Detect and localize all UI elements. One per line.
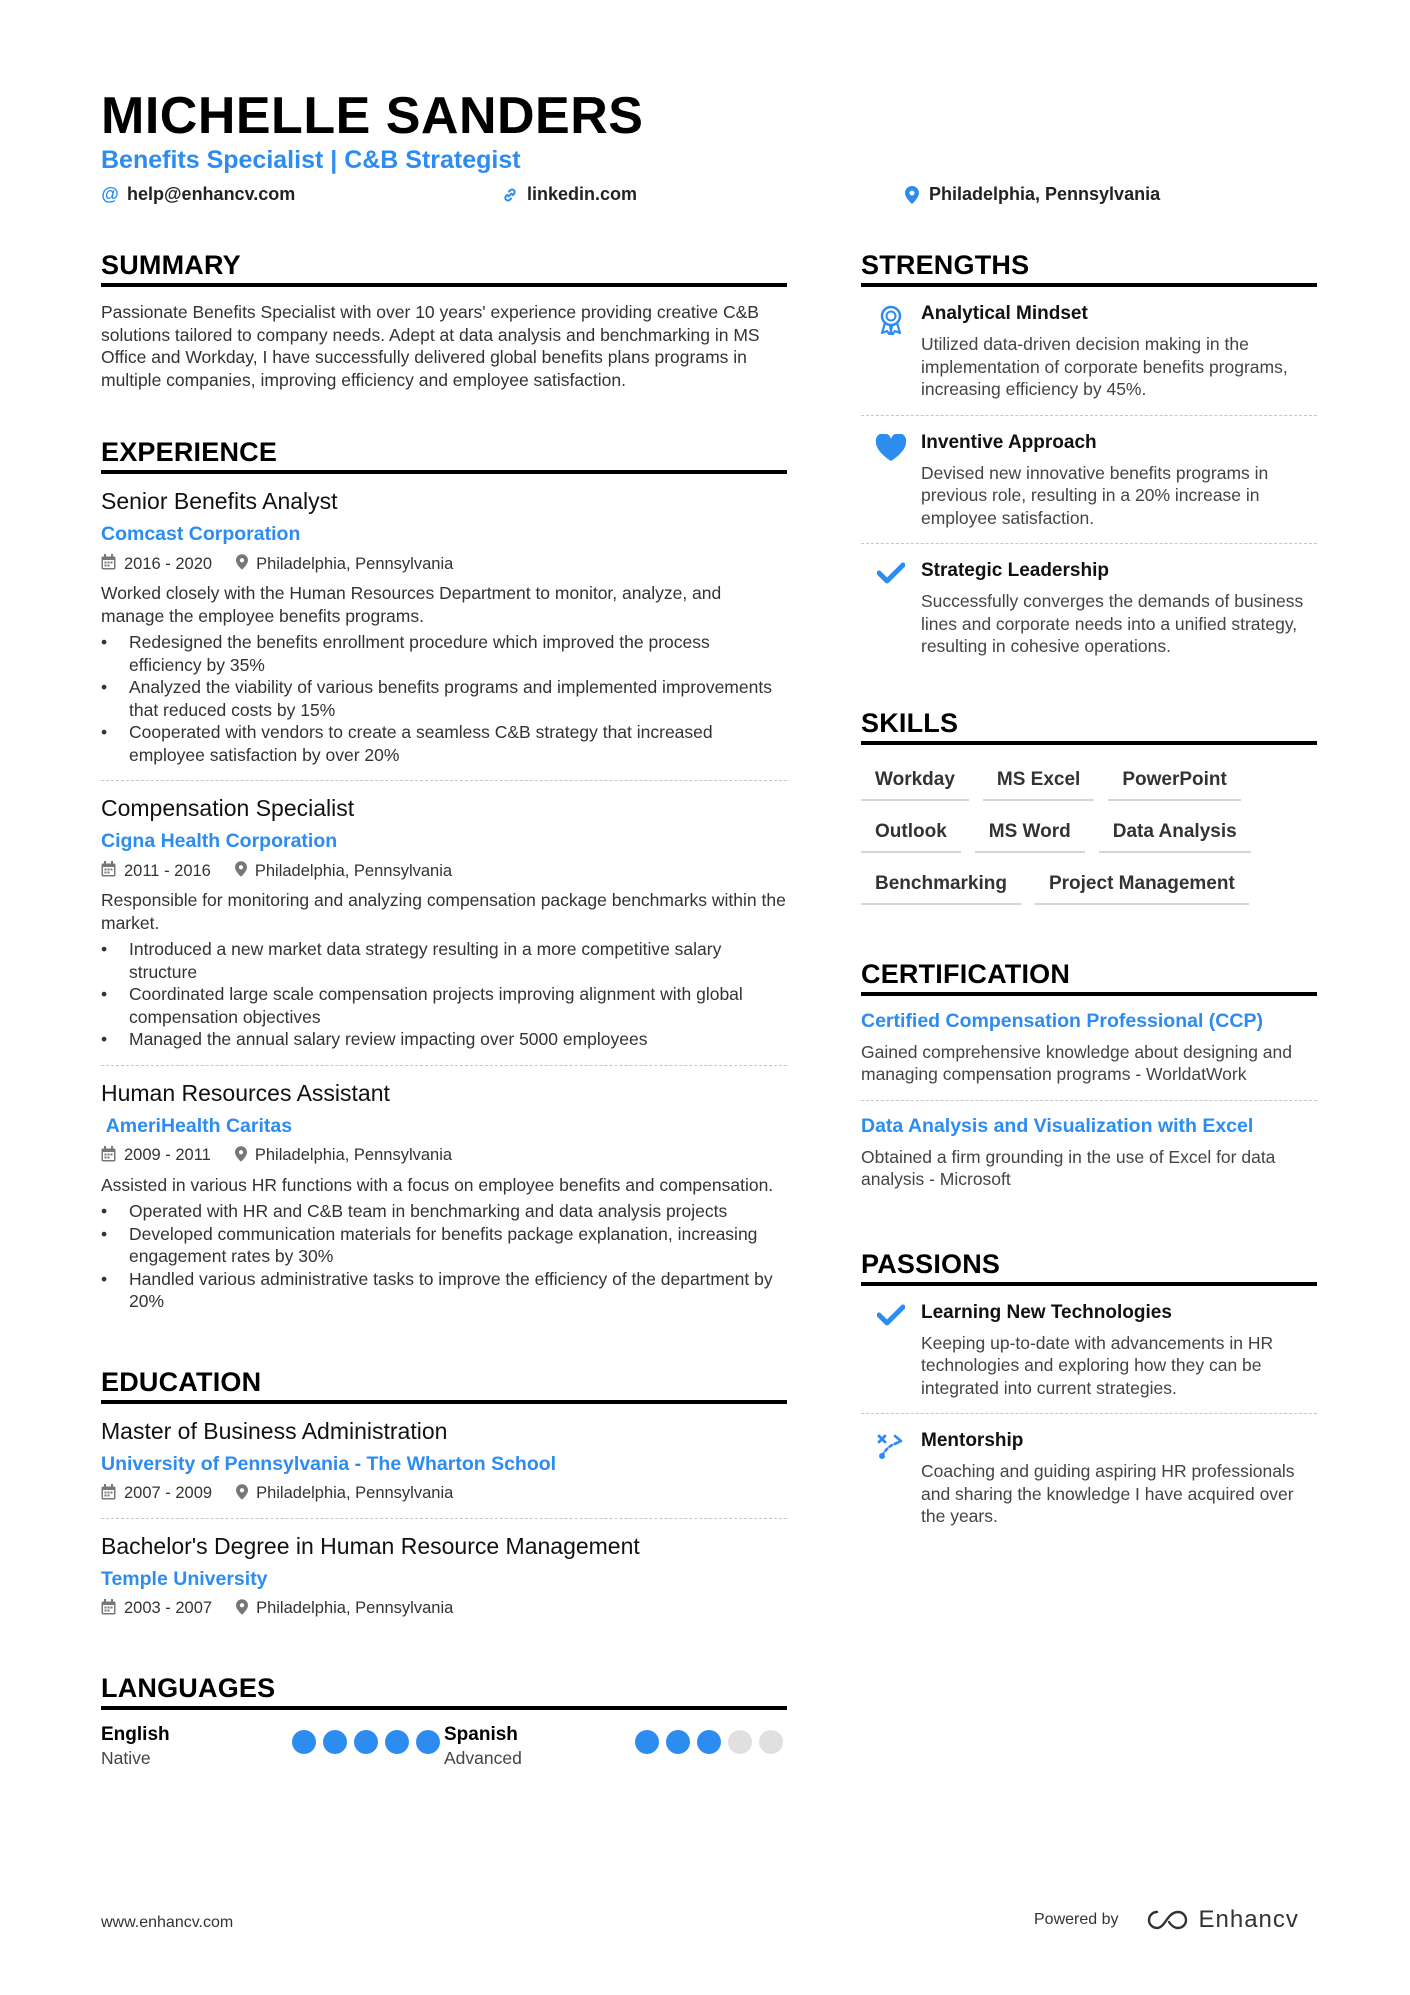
languages-heading: LANGUAGES [101,1673,787,1710]
company-name: Cigna Health Corporation [101,830,338,852]
job-title: Human Resources Assistant [101,1079,390,1106]
language-name: English [101,1723,170,1745]
rating-dot-empty [728,1730,752,1754]
languages-list [101,1724,787,1769]
job-bullet: • Developed communication materials for benefits package explanation, increasing engagement rates by 30% [101,1223,787,1268]
skill-tag: MS Excel [983,761,1094,801]
certification-section [861,959,1317,1205]
linkedin-text: linkedin.com [527,184,638,204]
passion-item [861,1286,1317,1415]
location-pin-icon [235,1146,247,1166]
certification-item [861,1101,1317,1205]
skill-tag: Workday [861,761,969,801]
link-icon [501,187,519,203]
education-dates: 2003 - 2007 [124,1599,213,1617]
education-meta [101,1599,787,1619]
rating-dot-filled [354,1730,378,1754]
rating-dot-filled [323,1730,347,1754]
strength-item [861,416,1317,545]
passion-title: Mentorship [921,1430,1024,1451]
location-pin-icon [235,861,247,881]
certification-item [861,996,1317,1101]
certification-heading: CERTIFICATION [861,959,1317,996]
education-meta [101,1484,787,1504]
award-ribbon-icon [861,303,921,401]
job-bullets [101,631,787,766]
job-dates: 2011 - 2016 [124,861,211,880]
skill-tag: PowerPoint [1108,761,1241,801]
powered-by-text: Powered by [1034,1911,1119,1928]
skill-tag: Data Analysis [1099,813,1251,853]
rating-dot-filled [666,1730,690,1754]
passions-heading: PASSIONS [861,1249,1317,1286]
education-location [236,1599,453,1619]
education-location [236,1484,453,1504]
rating-dot-empty [759,1730,783,1754]
calendar-icon [101,861,116,881]
job-entry [101,474,787,781]
footer-branding [1034,1906,1299,1934]
calendar-icon [101,1599,116,1619]
job-bullet: • Analyzed the viability of various benefits programs and implemented improvements that reduced costs by 15% [101,676,787,721]
location-pin-icon [236,1484,248,1504]
brand-name: Enhancv [1198,1906,1299,1933]
language-entry [101,1724,444,1769]
strengths-heading: STRENGTHS [861,250,1317,287]
education-dates: 2007 - 2009 [124,1484,213,1502]
contact-location [903,184,1160,205]
job-bullet: • Introduced a new market data strategy resulting in a more competitive salary structure [101,938,787,983]
language-level: Advanced [444,1747,522,1768]
job-location-text: Philadelphia, Pennsylvania [254,1146,453,1164]
job-description: Assisted in various HR functions with a focus on employee benefits and compensation. [101,1174,774,1195]
language-rating [292,1730,440,1769]
rating-dot-filled [385,1730,409,1754]
degree-title: Bachelor's Degree in Human Resource Management [101,1532,640,1559]
education-entry [101,1404,787,1519]
school-name: Temple University [101,1567,268,1590]
strength-title: Analytical Mindset [921,303,1088,324]
skill-tag: Benchmarking [861,865,1021,905]
job-bullet: • Handled various administrative tasks to improve the efficiency of the department by 20% [101,1268,787,1313]
skills-heading: SKILLS [861,708,1317,745]
left-column [101,250,787,1769]
job-location [236,554,453,574]
job-bullet: • Cooperated with vendors to create a seamless C&B strategy that increased employee satisfaction by over 20% [101,721,787,766]
checkmark-icon [861,1302,921,1400]
strength-description: Devised new innovative benefits programs in previous role, resulting in a 20% increase in employee satisfaction. [921,462,1269,528]
strategy-play-icon [861,1430,921,1528]
passion-description: Coaching and guiding aspiring HR professionals and sharing the knowledge I have acquired over the years. [921,1461,1295,1526]
job-entry [101,781,787,1066]
summary-text: Passionate Benefits Specialist with over 10 years' experience providing creative C&B solutions tailored to company needs. Adept at data analysis and benchmarking in MS Office and Workday, I have successfully delivered global benefits plans programs in multiple companies, improving efficiency and employee satisfaction. [101,302,760,390]
location-pin-icon [903,186,921,204]
at-icon: @ [101,184,119,204]
passion-title: Learning New Technologies [921,1301,1172,1323]
experience-heading: EXPERIENCE [101,437,787,474]
strength-description: Successfully converges the demands of business lines and corporate needs into a unified strategy, resulting in cohesive operations. [921,591,1304,656]
certification-description: Gained comprehensive knowledge about designing and managing compensation programs - WorldatWork [861,1041,1292,1084]
job-meta [101,554,787,574]
strength-title: Strategic Leadership [921,560,1109,581]
job-dates: 2009 - 2011 [124,1146,211,1164]
experience-section [101,437,787,1327]
passion-description: Keeping up-to-date with advancements in HR technologies and exploring how they can be integrated into current strategies. [921,1332,1274,1398]
candidate-title: Benefits Specialist | C&B Strategist [101,146,521,174]
passion-item [861,1414,1317,1542]
checkmark-icon [861,560,921,658]
job-title: Senior Benefits Analyst [101,488,338,514]
footer-website[interactable]: www.enhancv.com [101,1914,234,1931]
job-location [235,861,452,881]
job-entry [101,1066,787,1327]
email-text: help@enhancv.com [127,184,296,204]
job-description: Responsible for monitoring and analyzing compensation package benchmarks within the market. [101,890,786,933]
contact-linkedin[interactable] [501,184,637,205]
right-column [861,250,1317,1542]
calendar-icon [101,554,116,574]
job-bullet: • Managed the annual salary review impacting over 5000 employees [101,1028,787,1051]
skill-tag: Project Management [1035,865,1249,905]
job-bullet: • Coordinated large scale compensation projects improving alignment with global compensation objectives [101,983,787,1028]
rating-dot-filled [697,1730,721,1754]
strength-description: Utilized data-driven decision making in the implementation of corporate benefits programs, increasing efficiency by 45%. [921,334,1288,399]
certification-description: Obtained a firm grounding in the use of Excel for data analysis - Microsoft [861,1146,1276,1189]
certification-title: Data Analysis and Visualization with Excel [861,1114,1254,1137]
strengths-section [861,250,1317,672]
summary-section [101,250,787,391]
certification-title: Certified Compensation Professional (CCP) [861,1009,1263,1032]
rating-dot-filled [416,1730,440,1754]
job-dates: 2016 - 2020 [124,554,213,573]
education-entry [101,1519,787,1633]
rating-dot-filled [635,1730,659,1754]
enhancv-logo-icon [1145,1908,1191,1932]
heart-icon [861,432,921,530]
job-description: Worked closely with the Human Resources Department to monitor, analyze, and manage the employee benefits programs. [101,583,722,626]
contact-bar [101,184,1321,208]
education-location-text: Philadelphia, Pennsylvania [256,1484,454,1502]
skill-tag: Outlook [861,813,961,853]
degree-title: Master of Business Administration [101,1417,448,1444]
education-section [101,1367,787,1633]
summary-heading: SUMMARY [101,250,787,287]
location-pin-icon [236,1599,248,1619]
education-location-text: Philadelphia, Pennsylvania [256,1599,454,1617]
skills-section [861,708,1317,905]
passions-section [861,1249,1317,1542]
company-name: Comcast Corporation [101,523,301,545]
skills-list [861,761,1317,905]
language-rating [635,1730,783,1769]
education-heading: EDUCATION [101,1367,787,1404]
company-name: AmeriHealth Caritas [101,1114,293,1137]
job-meta [101,1146,787,1166]
rating-dot-filled [292,1730,316,1754]
job-location [235,1146,452,1166]
job-location-text: Philadelphia, Pennsylvania [254,861,453,880]
strength-title: Inventive Approach [921,431,1097,453]
location-pin-icon [236,554,248,574]
job-bullet: • Operated with HR and C&B team in benchmarking and data analysis projects [101,1200,787,1223]
languages-section [101,1673,787,1769]
job-bullets [101,1200,787,1313]
skill-tag: MS Word [975,813,1085,853]
job-bullets [101,938,787,1051]
calendar-icon [101,1146,116,1166]
job-meta [101,861,787,881]
school-name: University of Pennsylvania - The Wharton School [101,1452,557,1475]
location-text: Philadelphia, Pennsylvania [929,184,1161,204]
job-title: Compensation Specialist [101,795,355,821]
strength-item [861,544,1317,672]
enhancv-logo[interactable] [1145,1906,1299,1934]
language-level: Native [101,1747,151,1768]
candidate-name: MICHELLE SANDERS [101,87,644,145]
language-name: Spanish [444,1723,518,1745]
language-entry [444,1724,787,1769]
job-location-text: Philadelphia, Pennsylvania [256,554,454,573]
strength-item [861,287,1317,416]
calendar-icon [101,1484,116,1504]
job-bullet: • Redesigned the benefits enrollment procedure which improved the process efficiency by 35% [101,631,787,676]
contact-email[interactable] [101,184,295,205]
